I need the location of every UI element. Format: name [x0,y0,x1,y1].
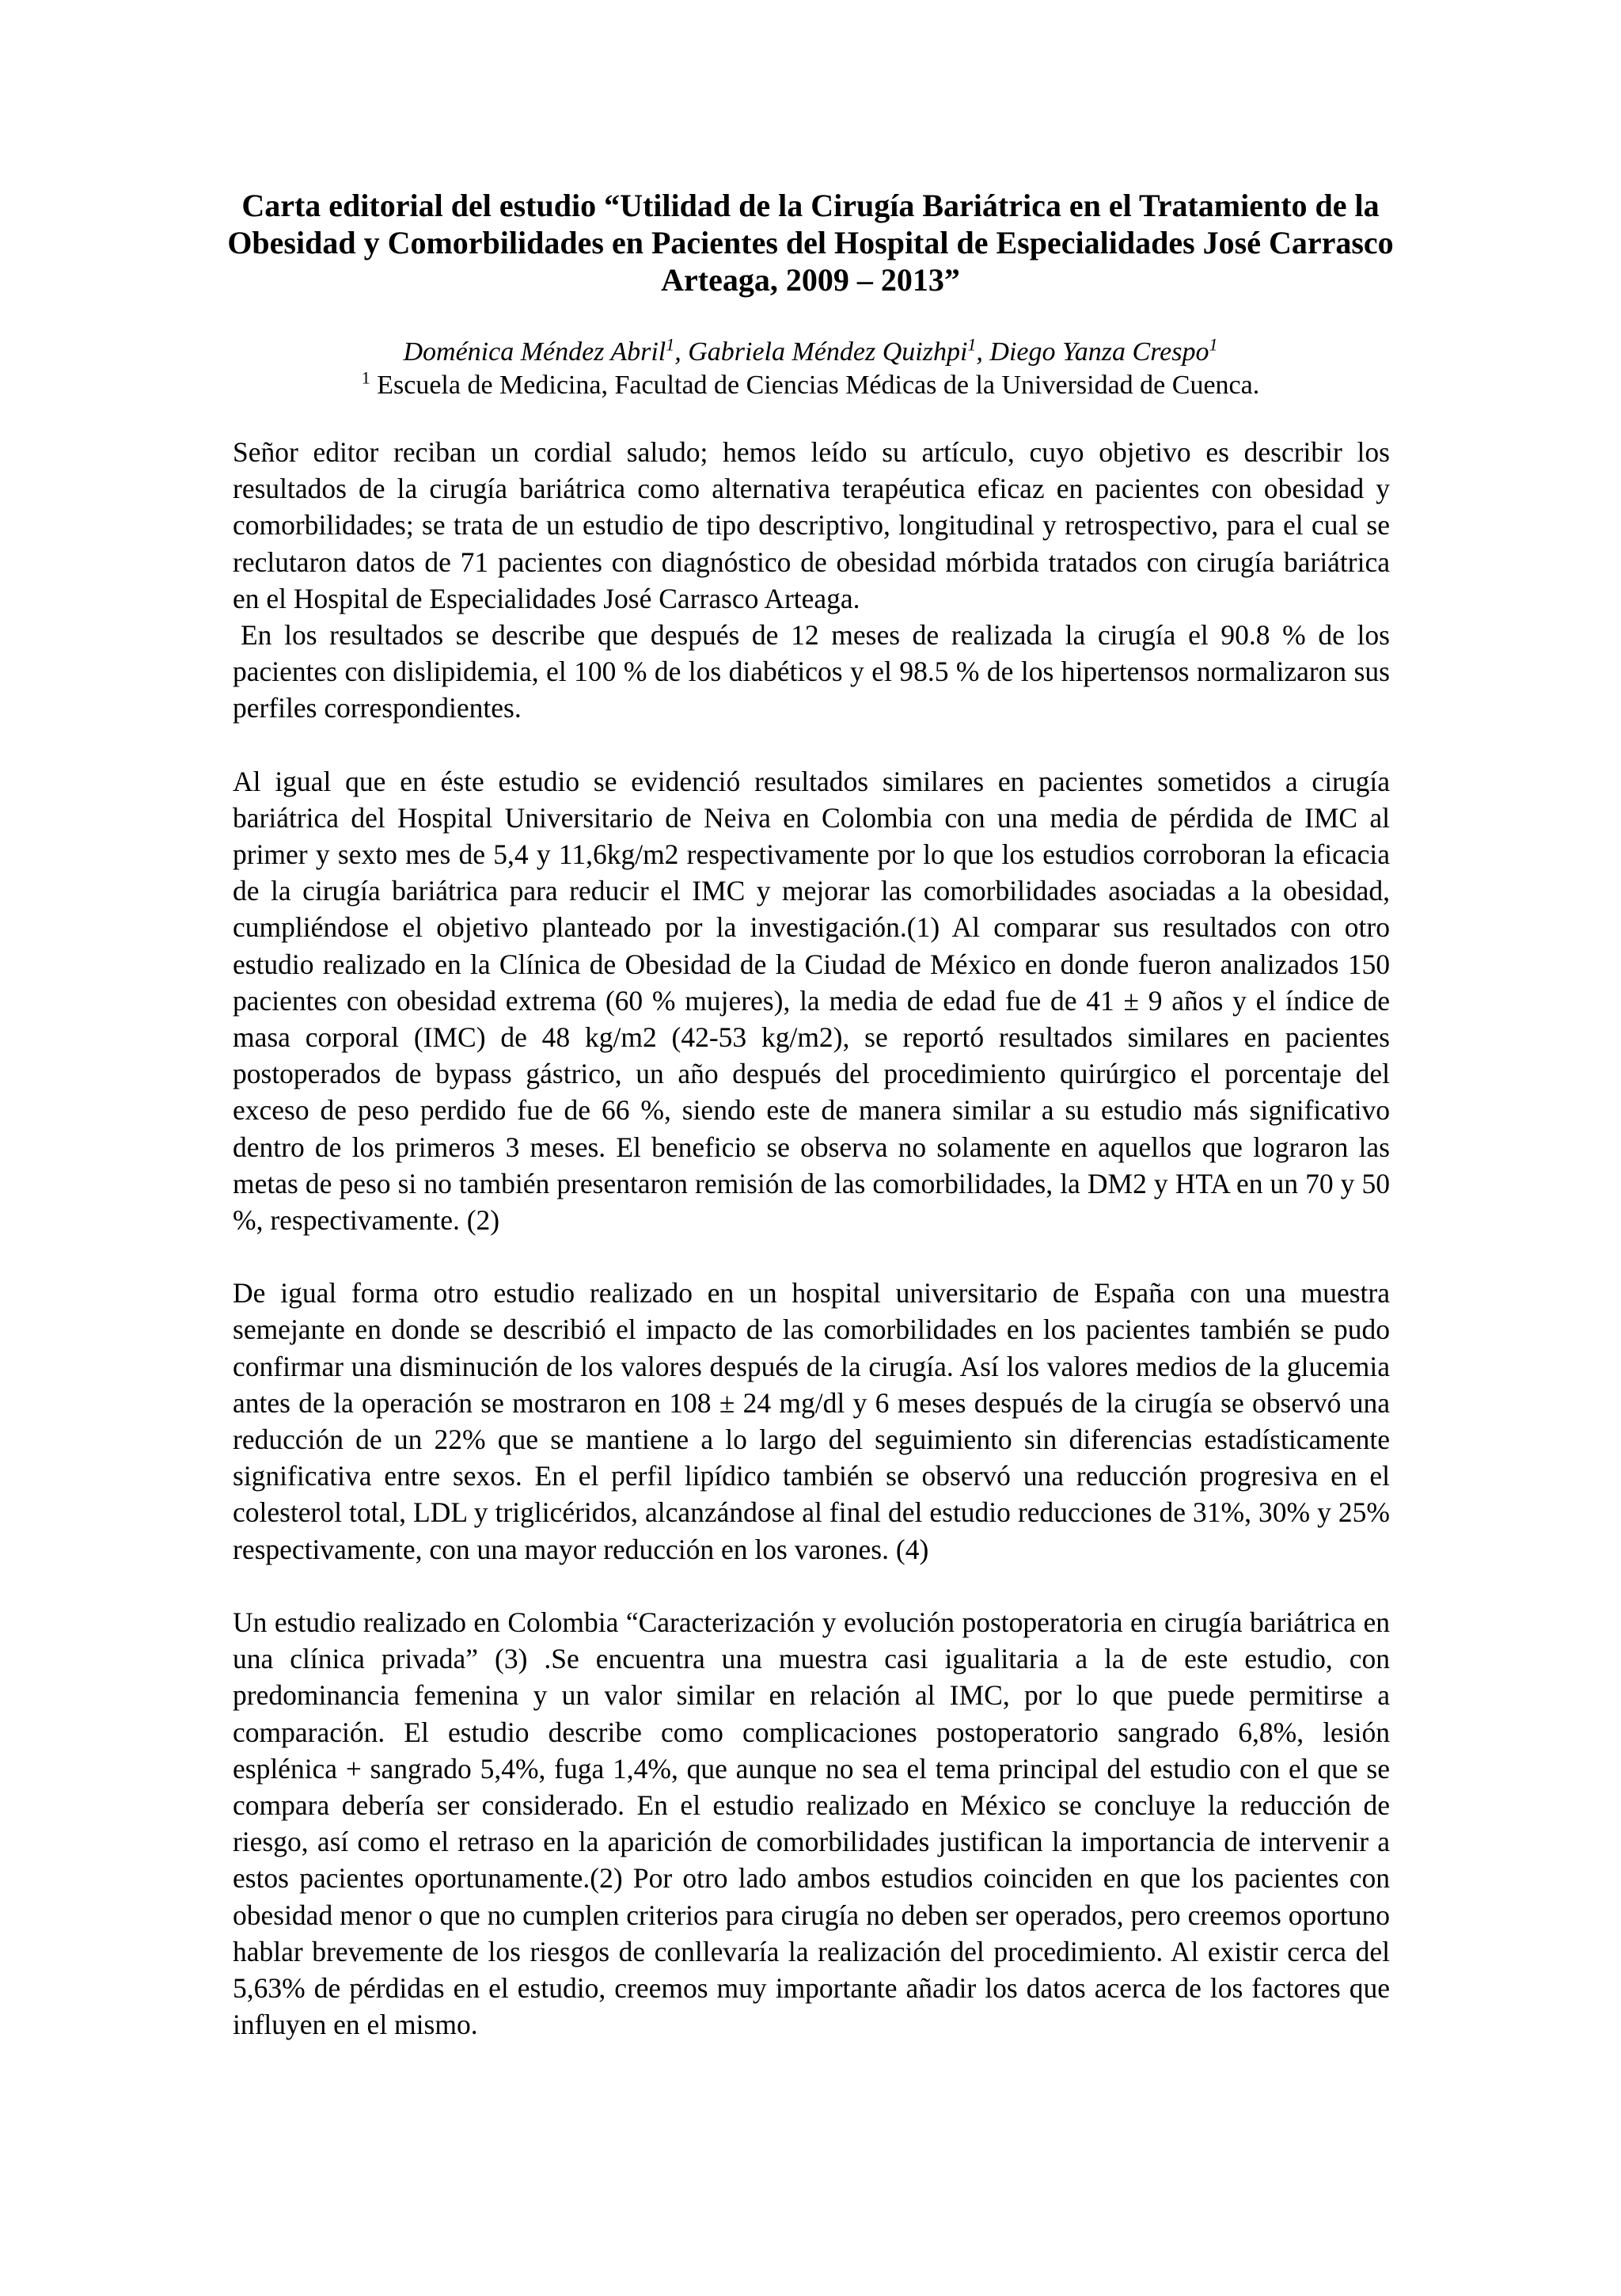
author-separator: , [674,337,689,367]
body-paragraph: En los resultados se describe que después de 12 meses de realizada la cirugía el 90.8 % de los pacientes con dislipidemia, el 100 % de los diabéticos y el 98.5 % de los hipertensos normalizaron sus perfiles correspondientes. [233,619,1390,724]
letter-title: Carta editorial del estudio “Utilidad de la Cirugía Bariátrica en el Tratamiento de la Obesidad y Comorbilidades en Pacientes del Hospital de Especialidades José Carrasco Arteaga, 2009 – 2013” [227,188,1394,298]
author-separator: , [976,337,990,367]
author-name: Gabriela Méndez Quizhpi [688,337,968,367]
author-affiliation [190,367,1431,401]
body-paragraph: De igual forma otro estudio realizado en un hospital universitario de España con una muestra semejante en donde se describió el impacto de las comorbilidades en los pacientes también se pudo confirmar una disminución de los valores después de la cirugía. Así los valores medios de la glucemia antes de la operación se mostraron en 108 ± 24 mg/dl y 6 meses después de la cirugía se observó una reducción de un 22% que se mantiene a lo largo del seguimiento sin diferencias estadísticamente significativa entre sexos. En el perfil lipídico también se observó una reducción progresiva en el colesterol total, LDL y triglicéridos, alcanzándose al final del estudio reducciones de 31%, 30% y 25% respectivamente, con una mayor reducción en los varones. (4) [233,1277,1390,1565]
author-superscript: 1 [1209,334,1218,355]
author-name: Diego Yanza Crespo [989,337,1209,367]
author-superscript: 1 [666,334,675,355]
affiliation-text: Escuela de Medicina, Facultad de Ciencias Médicas de la Universidad de Cuenca. [370,371,1260,400]
body-paragraph: Un estudio realizado en Colombia “Caracterización y evolución postoperatoria en cirugía bariátrica en una clínica privada” (3) .Se encuentra una muestra casi igualitaria a la de este estudio, con predominancia femenina y un valor similar en relación al IMC, por lo que puede permitirse a comparación. El estudio describe como complicaciones postoperatorio sangrado 6,8%, lesión esplénica + sangrado 5,4%, fuga 1,4%, que aunque no sea el tema principal del estudio con el que se compara debería ser considerado. En el estudio realizado en México se concluye la reducción de riesgo, así como el retraso en la aparición de comorbilidades justifican la importancia de intervenir a estos pacientes oportunamente.(2) Por otro lado ambos estudios coinciden en que los pacientes con obesidad menor o que no cumplen criterios para cirugía no deben ser operados, pero creemos oportuno hablar brevemente de los riesgos de conllevaría la realización del procedimiento. Al existir cerca del 5,63% de pérdidas en el estudio, creemos muy importante añadir los datos acerca de los factores que influyen en el mismo. [233,1606,1390,2041]
author-name: Doménica Méndez Abril [403,337,666,367]
affiliation-superscript: 1 [361,367,370,388]
author-list [190,336,1431,368]
body-paragraph: Al igual que en éste estudio se evidenció resultados similares en pacientes sometidos a cirugía bariátrica del Hospital Universitario de Neiva en Colombia con una media de pérdida de IMC al primer y sexto mes de 5,4 y 11,6kg/m2 respectivamente por lo que los estudios corroboran la eficacia de la cirugía bariátrica para reducir el IMC y mejorar las comorbilidades asociadas a la obesidad, cumpliéndose el objetivo planteado por la investigación.(1) Al comparar sus resultados con otro estudio realizado en la Clínica de Obesidad de la Ciudad de México en donde fueron analizados 150 pacientes con obesidad extrema (60 % mujeres), la media de edad fue de 41 ± 9 años y el índice de masa corporal (IMC) de 48 kg/m2 (42-53 kg/m2), se reportó resultados similares en pacientes postoperados de bypass gástrico, un año después del procedimiento quirúrgico el porcentaje del exceso de peso perdido fue de 66 %, siendo este de manera similar a su estudio más significativo dentro de los primeros 3 meses. El beneficio se observa no solamente en aquellos que lograron las metas de peso si no también presentaron remisión de las comorbilidades, la DM2 y HTA en un 70 y 50 %, respectivamente. (2) [233,765,1390,1237]
author-superscript: 1 [967,334,977,355]
letter-body [233,434,1390,2043]
body-paragraph: Señor editor reciban un cordial saludo; hemos leído su artículo, cuyo objetivo es describir los resultados de la cirugía bariátrica como alternativa terapéutica eficaz en pacientes con obesidad y comorbilidades; se trata de un estudio de tipo descriptivo, longitudinal y retrospectivo, para el cual se reclutaron datos de 71 pacientes con diagnóstico de obesidad mórbida tratados con cirugía bariátrica en el Hospital de Especialidades José Carrasco Arteaga. [233,436,1390,614]
